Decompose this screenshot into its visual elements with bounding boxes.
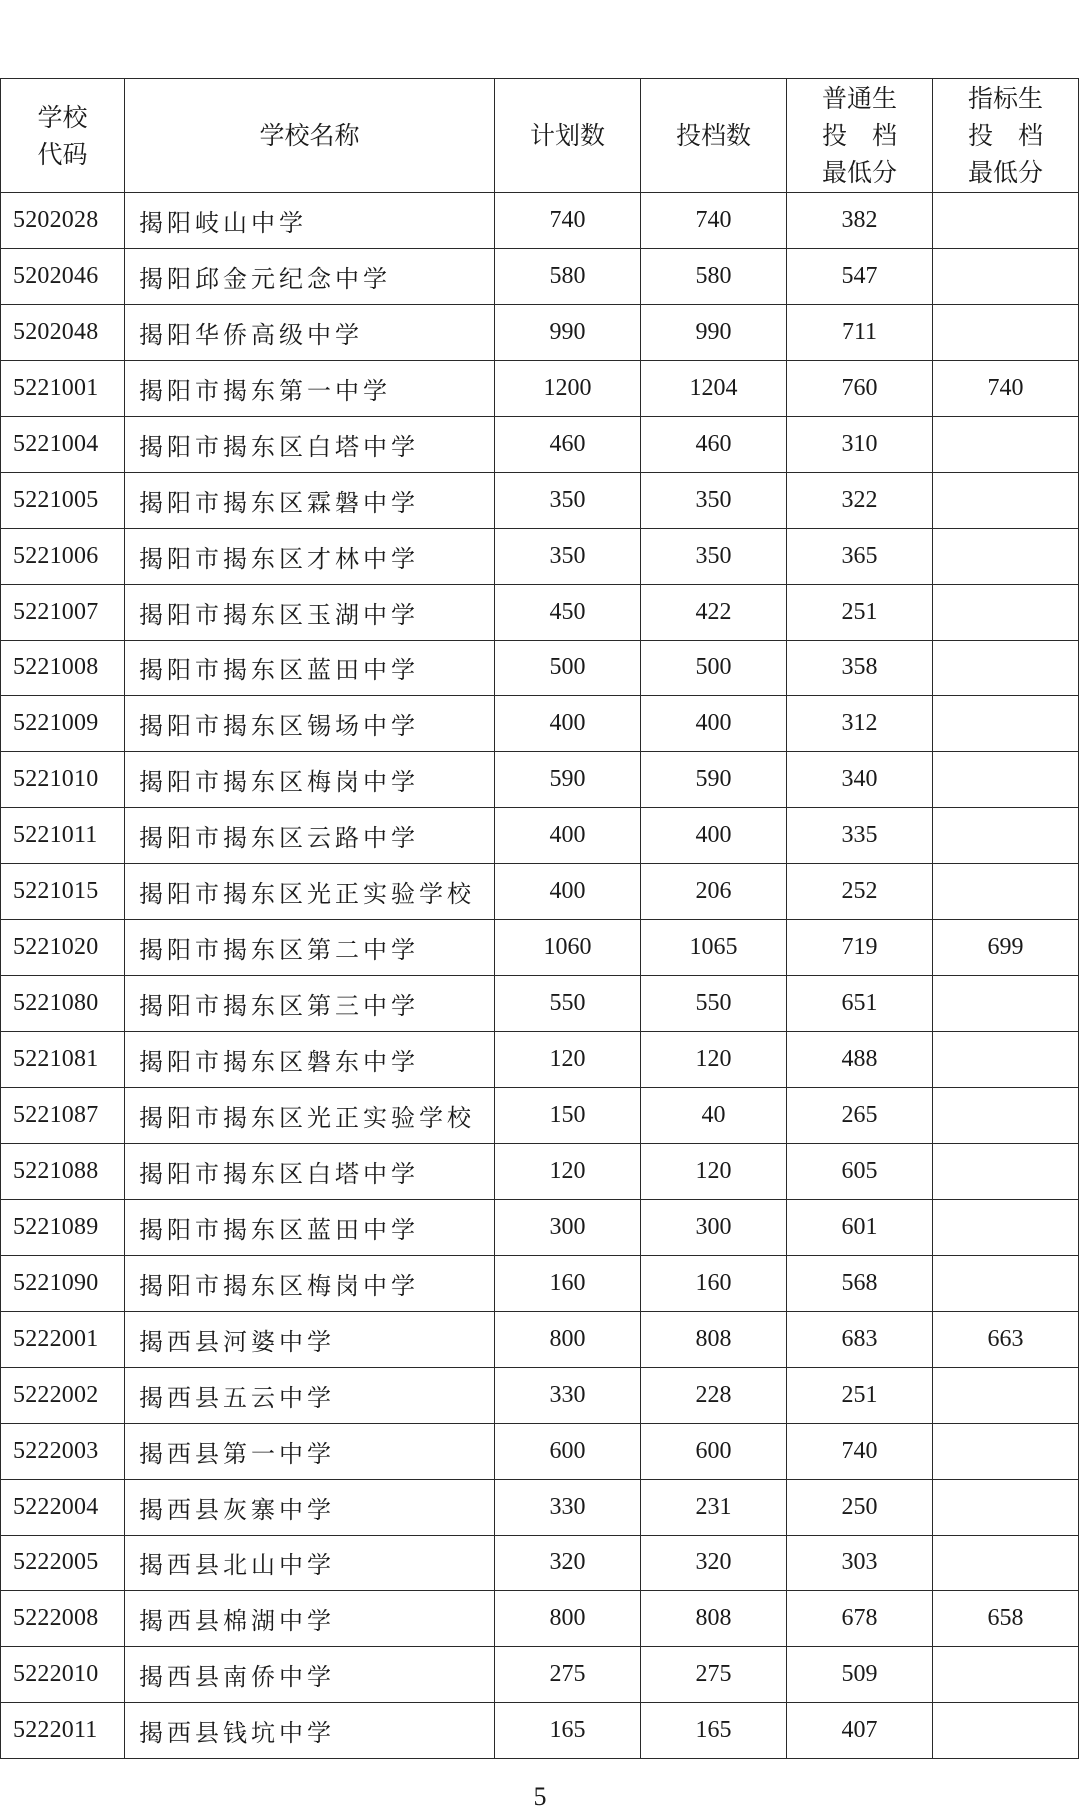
cell-general-min-score: 740 (787, 1423, 933, 1479)
cell-plan-count: 275 (495, 1647, 641, 1703)
cell-quota-min-score (933, 1255, 1079, 1311)
table-row (1, 864, 1079, 920)
cell-general-min-score: 365 (787, 528, 933, 584)
cell-general-min-score: 605 (787, 1143, 933, 1199)
cell-school-code: 5221080 (1, 976, 125, 1032)
cell-school-code: 5222011 (1, 1703, 125, 1759)
cell-admitted-count: 206 (641, 864, 787, 920)
cell-school-code: 5202046 (1, 248, 125, 304)
table-row (1, 1199, 1079, 1255)
cell-quota-min-score (933, 472, 1079, 528)
cell-school-code: 5221008 (1, 640, 125, 696)
cell-admitted-count: 590 (641, 752, 787, 808)
cell-school-name: 揭阳市揭东区第二中学 (125, 920, 495, 976)
cell-school-name: 揭阳市揭东区光正实验学校 (125, 1088, 495, 1144)
cell-school-code: 5222005 (1, 1535, 125, 1591)
cell-plan-count: 990 (495, 304, 641, 360)
cell-school-code: 5221007 (1, 584, 125, 640)
cell-plan-count: 550 (495, 976, 641, 1032)
table-row (1, 528, 1079, 584)
cell-school-name: 揭阳市揭东区白塔中学 (125, 1143, 495, 1199)
cell-general-min-score: 252 (787, 864, 933, 920)
cell-school-code: 5222001 (1, 1311, 125, 1367)
cell-school-name: 揭阳市揭东区玉湖中学 (125, 584, 495, 640)
cell-school-name: 揭阳市揭东区梅岗中学 (125, 752, 495, 808)
cell-plan-count: 350 (495, 528, 641, 584)
cell-plan-count: 120 (495, 1032, 641, 1088)
cell-school-name: 揭阳市揭东区磐东中学 (125, 1032, 495, 1088)
cell-school-name: 揭阳市揭东区白塔中学 (125, 416, 495, 472)
cell-plan-count: 150 (495, 1088, 641, 1144)
cell-plan-count: 1200 (495, 360, 641, 416)
header-admitted-count: 投档数 (641, 79, 787, 193)
cell-general-min-score: 310 (787, 416, 933, 472)
cell-general-min-score: 568 (787, 1255, 933, 1311)
cell-admitted-count: 400 (641, 696, 787, 752)
cell-school-code: 5221004 (1, 416, 125, 472)
table-row (1, 584, 1079, 640)
cell-school-name: 揭阳市揭东区锡场中学 (125, 696, 495, 752)
cell-general-min-score: 509 (787, 1647, 933, 1703)
cell-school-code: 5221090 (1, 1255, 125, 1311)
cell-school-name: 揭阳市揭东第一中学 (125, 360, 495, 416)
cell-school-name: 揭阳市揭东区才林中学 (125, 528, 495, 584)
cell-general-min-score: 251 (787, 584, 933, 640)
cell-school-name: 揭阳市揭东区蓝田中学 (125, 640, 495, 696)
cell-quota-min-score (933, 1703, 1079, 1759)
cell-plan-count: 800 (495, 1311, 641, 1367)
cell-plan-count: 330 (495, 1479, 641, 1535)
cell-general-min-score: 488 (787, 1032, 933, 1088)
cell-school-name: 揭阳市揭东区梅岗中学 (125, 1255, 495, 1311)
cell-quota-min-score (933, 1647, 1079, 1703)
cell-plan-count: 120 (495, 1143, 641, 1199)
table-row (1, 1535, 1079, 1591)
cell-general-min-score: 711 (787, 304, 933, 360)
table-row (1, 1479, 1079, 1535)
cell-school-name: 揭阳市揭东区霖磐中学 (125, 472, 495, 528)
cell-school-name: 揭阳岐山中学 (125, 193, 495, 249)
table-row (1, 1703, 1079, 1759)
cell-school-code: 5222004 (1, 1479, 125, 1535)
cell-plan-count: 165 (495, 1703, 641, 1759)
cell-quota-min-score: 740 (933, 360, 1079, 416)
cell-plan-count: 400 (495, 696, 641, 752)
cell-school-code: 5221089 (1, 1199, 125, 1255)
cell-school-name: 揭西县河婆中学 (125, 1311, 495, 1367)
cell-school-name: 揭阳邱金元纪念中学 (125, 248, 495, 304)
table-row (1, 360, 1079, 416)
cell-admitted-count: 350 (641, 472, 787, 528)
cell-plan-count: 450 (495, 584, 641, 640)
cell-quota-min-score (933, 640, 1079, 696)
cell-admitted-count: 550 (641, 976, 787, 1032)
cell-admitted-count: 808 (641, 1311, 787, 1367)
cell-admitted-count: 740 (641, 193, 787, 249)
cell-quota-min-score (933, 248, 1079, 304)
table-row (1, 248, 1079, 304)
cell-school-code: 5221087 (1, 1088, 125, 1144)
cell-admitted-count: 600 (641, 1423, 787, 1479)
admission-table (0, 78, 1079, 1759)
cell-general-min-score: 651 (787, 976, 933, 1032)
cell-school-code: 5221005 (1, 472, 125, 528)
cell-quota-min-score (933, 1143, 1079, 1199)
cell-plan-count: 350 (495, 472, 641, 528)
cell-school-code: 5222002 (1, 1367, 125, 1423)
cell-quota-min-score: 699 (933, 920, 1079, 976)
table-row (1, 1367, 1079, 1423)
cell-general-min-score: 601 (787, 1199, 933, 1255)
table-row (1, 696, 1079, 752)
header-school-code: 学校 代码 (1, 79, 125, 193)
cell-quota-min-score (933, 304, 1079, 360)
cell-school-name: 揭西县第一中学 (125, 1423, 495, 1479)
cell-admitted-count: 460 (641, 416, 787, 472)
cell-admitted-count: 500 (641, 640, 787, 696)
table-row (1, 1143, 1079, 1199)
cell-school-code: 5221009 (1, 696, 125, 752)
cell-general-min-score: 407 (787, 1703, 933, 1759)
cell-admitted-count: 231 (641, 1479, 787, 1535)
table-row (1, 920, 1079, 976)
cell-school-name: 揭阳市揭东区第三中学 (125, 976, 495, 1032)
cell-plan-count: 580 (495, 248, 641, 304)
cell-general-min-score: 312 (787, 696, 933, 752)
cell-admitted-count: 990 (641, 304, 787, 360)
header-plan-count: 计划数 (495, 79, 641, 193)
cell-plan-count: 320 (495, 1535, 641, 1591)
cell-quota-min-score (933, 1423, 1079, 1479)
cell-admitted-count: 422 (641, 584, 787, 640)
cell-admitted-count: 228 (641, 1367, 787, 1423)
cell-school-name: 揭阳华侨高级中学 (125, 304, 495, 360)
cell-school-name: 揭西县北山中学 (125, 1535, 495, 1591)
cell-school-name: 揭西县灰寨中学 (125, 1479, 495, 1535)
cell-quota-min-score (933, 1479, 1079, 1535)
cell-plan-count: 460 (495, 416, 641, 472)
cell-school-code: 5221081 (1, 1032, 125, 1088)
table-body (1, 193, 1079, 1759)
cell-quota-min-score (933, 1032, 1079, 1088)
cell-admitted-count: 275 (641, 1647, 787, 1703)
cell-general-min-score: 340 (787, 752, 933, 808)
cell-school-name: 揭西县钱坑中学 (125, 1703, 495, 1759)
cell-general-min-score: 251 (787, 1367, 933, 1423)
table-row (1, 1423, 1079, 1479)
cell-school-code: 5202048 (1, 304, 125, 360)
cell-school-code: 5221015 (1, 864, 125, 920)
cell-plan-count: 400 (495, 864, 641, 920)
table-row (1, 752, 1079, 808)
cell-quota-min-score (933, 752, 1079, 808)
cell-general-min-score: 547 (787, 248, 933, 304)
cell-admitted-count: 808 (641, 1591, 787, 1647)
header-quota-min-score: 指标生 投 档 最低分 (933, 79, 1079, 193)
cell-quota-min-score (933, 528, 1079, 584)
cell-school-code: 5202028 (1, 193, 125, 249)
header-general-min-score: 普通生 投 档 最低分 (787, 79, 933, 193)
cell-quota-min-score (933, 1199, 1079, 1255)
cell-plan-count: 590 (495, 752, 641, 808)
header-school-name: 学校名称 (125, 79, 495, 193)
cell-general-min-score: 322 (787, 472, 933, 528)
cell-quota-min-score (933, 696, 1079, 752)
cell-plan-count: 600 (495, 1423, 641, 1479)
cell-quota-min-score (933, 808, 1079, 864)
cell-school-code: 5222010 (1, 1647, 125, 1703)
cell-quota-min-score (933, 1535, 1079, 1591)
cell-general-min-score: 382 (787, 193, 933, 249)
cell-school-code: 5221011 (1, 808, 125, 864)
cell-plan-count: 740 (495, 193, 641, 249)
cell-school-code: 5221001 (1, 360, 125, 416)
table-header (1, 79, 1079, 193)
table-row (1, 1255, 1079, 1311)
cell-general-min-score: 719 (787, 920, 933, 976)
cell-quota-min-score: 658 (933, 1591, 1079, 1647)
cell-plan-count: 800 (495, 1591, 641, 1647)
cell-school-code: 5221006 (1, 528, 125, 584)
table-row (1, 1032, 1079, 1088)
cell-plan-count: 400 (495, 808, 641, 864)
cell-school-name: 揭西县南侨中学 (125, 1647, 495, 1703)
cell-school-name: 揭阳市揭东区光正实验学校 (125, 864, 495, 920)
cell-plan-count: 1060 (495, 920, 641, 976)
cell-admitted-count: 40 (641, 1088, 787, 1144)
cell-admitted-count: 300 (641, 1199, 787, 1255)
table-row (1, 640, 1079, 696)
header-row (1, 79, 1079, 193)
cell-quota-min-score (933, 416, 1079, 472)
table-row (1, 808, 1079, 864)
table-row (1, 304, 1079, 360)
table-row (1, 472, 1079, 528)
cell-school-code: 5222003 (1, 1423, 125, 1479)
cell-plan-count: 330 (495, 1367, 641, 1423)
cell-quota-min-score (933, 864, 1079, 920)
table-row (1, 1591, 1079, 1647)
cell-admitted-count: 580 (641, 248, 787, 304)
cell-admitted-count: 165 (641, 1703, 787, 1759)
cell-admitted-count: 120 (641, 1032, 787, 1088)
cell-quota-min-score: 663 (933, 1311, 1079, 1367)
cell-admitted-count: 120 (641, 1143, 787, 1199)
cell-quota-min-score (933, 976, 1079, 1032)
cell-school-name: 揭阳市揭东区云路中学 (125, 808, 495, 864)
cell-admitted-count: 400 (641, 808, 787, 864)
cell-school-code: 5221088 (1, 1143, 125, 1199)
cell-admitted-count: 160 (641, 1255, 787, 1311)
table-row (1, 976, 1079, 1032)
cell-quota-min-score (933, 584, 1079, 640)
cell-quota-min-score (933, 1367, 1079, 1423)
table-row (1, 416, 1079, 472)
cell-admitted-count: 320 (641, 1535, 787, 1591)
cell-admitted-count: 350 (641, 528, 787, 584)
cell-general-min-score: 358 (787, 640, 933, 696)
cell-general-min-score: 303 (787, 1535, 933, 1591)
cell-admitted-count: 1204 (641, 360, 787, 416)
cell-plan-count: 300 (495, 1199, 641, 1255)
cell-general-min-score: 250 (787, 1479, 933, 1535)
cell-school-code: 5221010 (1, 752, 125, 808)
page-number: 5 (533, 1782, 547, 1811)
cell-quota-min-score (933, 193, 1079, 249)
cell-school-name: 揭西县棉湖中学 (125, 1591, 495, 1647)
cell-school-name: 揭西县五云中学 (125, 1367, 495, 1423)
cell-school-name: 揭阳市揭东区蓝田中学 (125, 1199, 495, 1255)
table-row (1, 1311, 1079, 1367)
table-row (1, 193, 1079, 249)
cell-general-min-score: 265 (787, 1088, 933, 1144)
cell-school-code: 5221020 (1, 920, 125, 976)
table-row (1, 1088, 1079, 1144)
cell-general-min-score: 683 (787, 1311, 933, 1367)
cell-admitted-count: 1065 (641, 920, 787, 976)
cell-general-min-score: 760 (787, 360, 933, 416)
cell-quota-min-score (933, 1088, 1079, 1144)
cell-general-min-score: 678 (787, 1591, 933, 1647)
table-row (1, 1647, 1079, 1703)
cell-plan-count: 500 (495, 640, 641, 696)
cell-general-min-score: 335 (787, 808, 933, 864)
cell-plan-count: 160 (495, 1255, 641, 1311)
cell-school-code: 5222008 (1, 1591, 125, 1647)
